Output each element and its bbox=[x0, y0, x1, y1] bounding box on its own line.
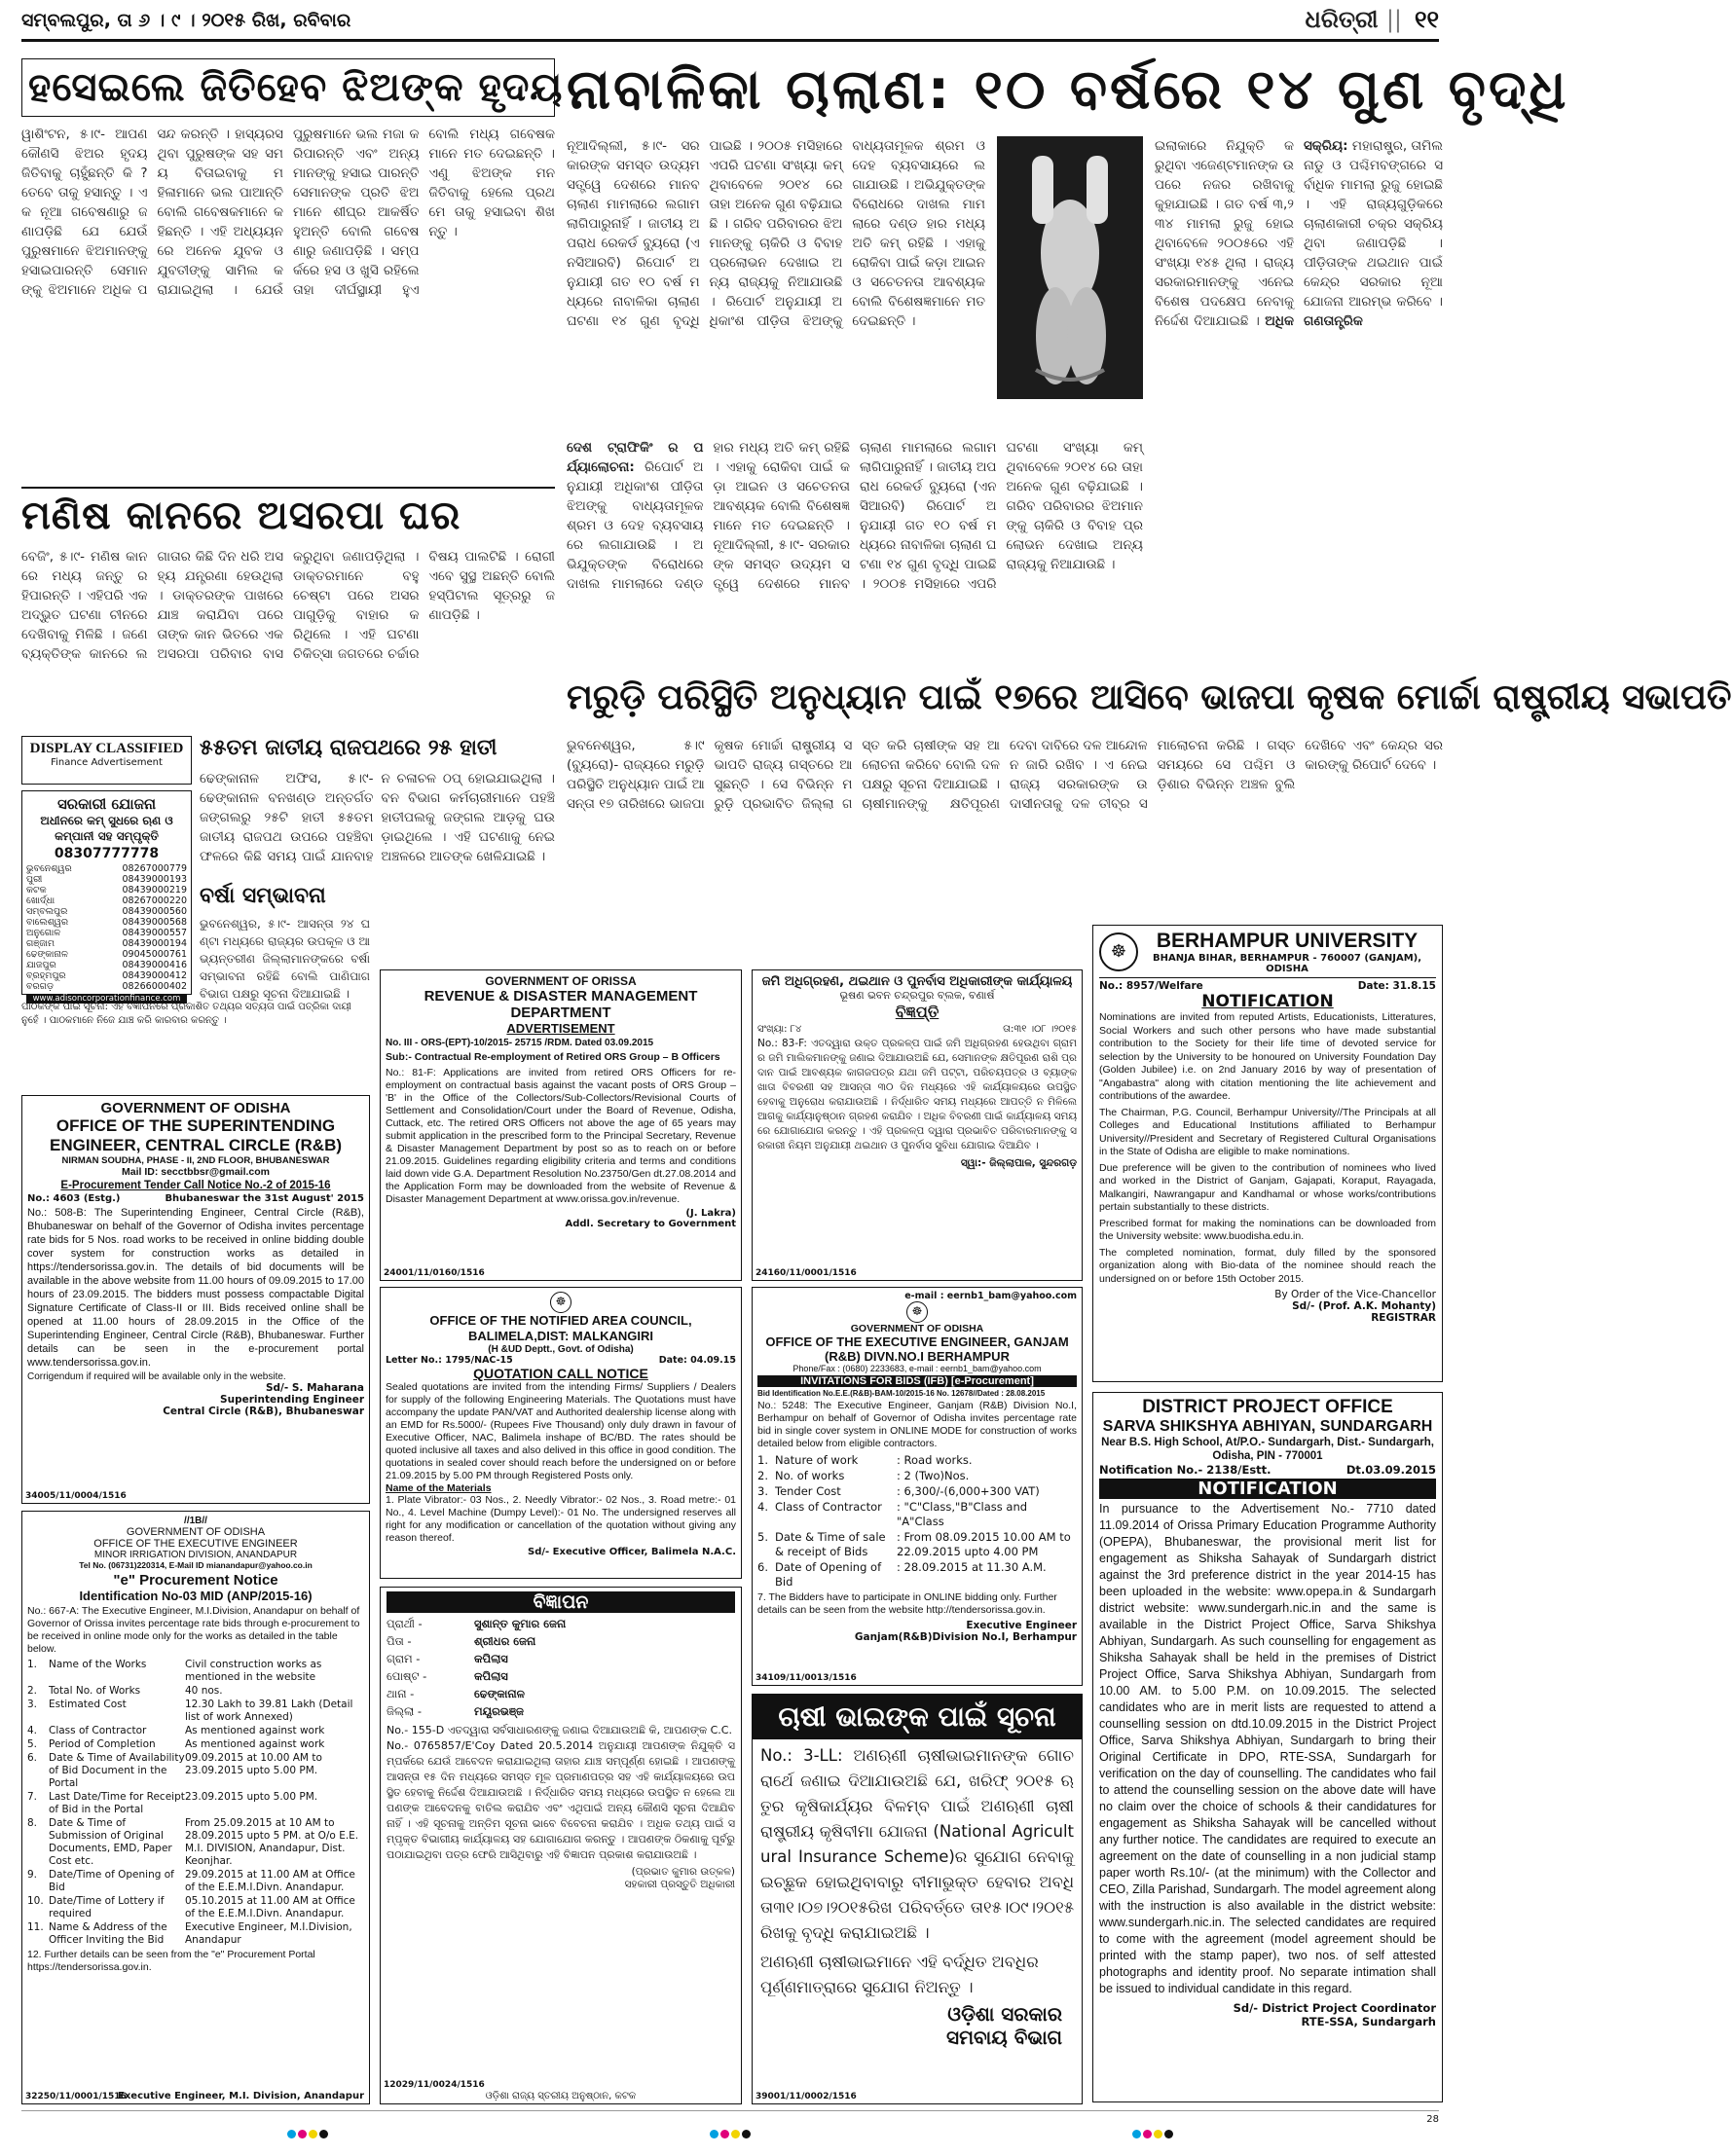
mi-body: No.: 667-A: The Executive Engineer, M.I.Division, Anandapur on behalf of Governor of Orissa invites percentage rate bids through e-procurement to be received in online mode only for the works as detailed in the table below. bbox=[27, 1605, 360, 1655]
ssa-no: Notification No.- 2138/Estt. bbox=[1099, 1463, 1271, 1477]
se-mail: Mail ID: secctbbsr@gmail.com bbox=[121, 1166, 271, 1178]
revenue-kind: ADVERTISEMENT bbox=[506, 1021, 615, 1036]
bu-p5: The completed nomination, format, duly filled by the sponsored organization along with Bio-data of the nominee should reach the undersigned on or before 15th October 2015. bbox=[1099, 1246, 1436, 1285]
mi-row bbox=[27, 1895, 364, 1920]
bjp-body: ଭୁବନେଶ୍ୱର, ୫।୯ (ବ୍ୟୁରୋ)- ରାଜ୍ୟରେ ମରୁଡ଼ି ପରିସ୍ଥିତି ଅନୁଧ୍ୟାନ ପାଇଁ ଆସନ୍ତା ୧୭ ତାରିଖରେ ଭାଜପା କୃଷକ ମୋର୍ଚ୍ଚା ରାଷ୍ଟ୍ରୀୟ ସଭାପତି ରାଜ୍ୟ ଗସ୍ତରେ ଆସୁଛନ୍ତି । ସେ ବିଭିନ୍ନ ମରୁଡ଼ି ପ୍ରଭାବିତ ଜିଲ୍ଲା ଗସ୍ତ କରି ଚାଷୀଙ୍କ ସହ ଆଲୋଚନା କରିବେ ବୋଲି ଦଳ ପକ୍ଷରୁ ସୂଚନା ଦିଆଯାଇଛି । ଚାଷୀମାନଙ୍କୁ କ୍ଷତିପୂରଣ ଦେବା ଦାବିରେ ଦଳ ଆନ୍ଦୋଳନ ଜାରି ରଖିବ । ଏ ନେଇ ରାଜ୍ୟ ସରକାରଙ୍କ ଉଦାସୀନତାକୁ ଦଳ ତୀବ୍ର ସମାଲୋଚନା କରିଛି । ଗସ୍ତ ସମୟରେ ସେ ପଶ୍ଚିମ ଓଡ଼ିଶାର ବିଭିନ୍ନ ଅଞ୍ଚଳ ବୁଲି ଦେଖିବେ ଏବଂ କେନ୍ଦ୍ର ସରକାରଙ୍କୁ ରିପୋର୍ଟ ଦେବେ । bbox=[567, 738, 1443, 812]
bu-sign: Sd/- (Prof. A.K. Mohanty) bbox=[1292, 1300, 1436, 1312]
classified-ad-title: ସରକାରୀ ଯୋଜନା bbox=[57, 795, 156, 813]
ee-title: OFFICE OF THE EXECUTIVE ENGINEER, GANJAM (R&B) DIVN.NO.I BERHAMPUR bbox=[765, 1334, 1069, 1364]
ee-sign: Executive Engineer bbox=[966, 1620, 1077, 1631]
heart-headline-box bbox=[21, 58, 564, 117]
farmer-ad bbox=[752, 1694, 1083, 2104]
ssa-kind: NOTIFICATION bbox=[1099, 1479, 1436, 1499]
vigyapan-row-k: ପିତା - bbox=[387, 1634, 412, 1648]
reg-dot-m bbox=[298, 2130, 307, 2138]
mi-row-v: 12.30 Lakh to 39.81 Lakh (Detail list of work Annexed) bbox=[185, 1699, 353, 1723]
classified-contacts bbox=[26, 863, 187, 992]
mi-row-v: 23.09.2015 upto 5.00 PM. bbox=[185, 1791, 318, 1803]
ee-row-k: Class of Contractor bbox=[775, 1500, 882, 1514]
nac-mat-title: Name of the Materials bbox=[386, 1482, 492, 1494]
land-no: ସଂଖ୍ୟା: ୮୪ bbox=[757, 1024, 802, 1035]
nac-no: Letter No.: 1795/NAC-15 bbox=[386, 1355, 513, 1366]
reg-dot-y bbox=[309, 2130, 317, 2138]
mi-row bbox=[27, 1869, 364, 1894]
ssa-date: Dt.03.09.2015 bbox=[1345, 1463, 1436, 1477]
nac-title: OFFICE OF THE NOTIFIED AREA COUNCIL, BALIMELA,DIST: MALKANGIRI bbox=[429, 1313, 692, 1343]
ee-row-n: 2. bbox=[757, 1469, 768, 1482]
ee-table bbox=[757, 1453, 1077, 1590]
mi-row-v: From 25.09.2015 at 10 AM to 28.09.2015 upto 5 PM. at O/o E.E. M.I. DIVISION, Anandapur, Dist. Keonjhar. bbox=[185, 1817, 359, 1867]
classified-subtitle: Finance Advertisement bbox=[51, 757, 163, 768]
mi-row-k: Total No. of Works bbox=[49, 1685, 141, 1697]
mi-row-n: 1. bbox=[27, 1659, 38, 1670]
divider-left bbox=[21, 487, 555, 489]
contact-city: ବରଗଡ଼ bbox=[26, 981, 55, 992]
mi-tel: Tel No. (06731)220314, E-Mail ID mianandapur@yahoo.co.in bbox=[79, 1560, 313, 1570]
rally-headline: ୫୫ତମ ଜାତୀୟ ରାଜପଥରେ ୨୫ ହାତୀ bbox=[200, 736, 497, 760]
classified-ad bbox=[21, 790, 192, 1004]
bjp-headline: ମରୁଡ଼ି ପରିସ୍ଥିତି ଅନୁଧ୍ୟାନ ପାଇଁ ୧୭ରେ ଆସିବେ ଭାଜପା କୃଷକ ମୋର୍ଚ୍ଚା ରାଷ୍ଟ୍ରୀୟ ସଭାପତି bbox=[567, 677, 1732, 717]
vigyapan-row-v: ଢେଙ୍କାନାଳ bbox=[474, 1687, 525, 1700]
ee-note: 7. The Bidders have to participate in ONLINE bidding only. Further details can be seen from the website http://tendersorissa.gov.in. bbox=[757, 1591, 1057, 1616]
bu-by: By Order of the Vice-Chancellor bbox=[1274, 1289, 1436, 1300]
ee-row-v: : 2 (Two)Nos. bbox=[897, 1469, 970, 1482]
mi-row-k: Date & Time of Submission of Original Documents, EMD, Paper Cost etc. bbox=[49, 1817, 172, 1867]
contact-number: 08439000557 bbox=[122, 928, 187, 938]
vigyapan-row-k: ଜିଲ୍ଲା - bbox=[387, 1704, 422, 1718]
mi-row-k: Date & Time of Availability of Bid Document in the Portal bbox=[49, 1752, 185, 1789]
contact-row bbox=[26, 906, 187, 917]
mi-row-n: 8. bbox=[27, 1817, 38, 1829]
contact-number: 08439000416 bbox=[122, 960, 187, 970]
mi-row-v: 05.10.2015 at 11.00 AM at Office of the E.E.M.I.Divn. Anandapur. bbox=[185, 1895, 355, 1919]
contact-row bbox=[26, 970, 187, 981]
contact-number: 08267000779 bbox=[122, 863, 187, 874]
nac-body: Sealed quotations are invited from the intending Firms/ Suppliers / Dealers for supply of the following Engineering Materials. The Quotations must have accompany the update PAN/VAT and Authorited dealership license along with an EMD for Rs.5000/- (Rupees Five Thousand) only duly drawn in favour of Executive Officer, NAC, Balimela inshape of BC/BD. The rates should be quoted inclusive all taxes and also delived in this office in good condition. The quotations in sealed cover should reach before the undersigned on or before 21.09.2015 by 5.00 PM through Registered Posts only. bbox=[386, 1381, 736, 1481]
vigyapan-row-k: ଥାନା - bbox=[387, 1687, 415, 1700]
mi-row-v: 09.09.2015 at 10.00 AM to 23.09.2015 upto 5.00 PM. bbox=[185, 1752, 322, 1776]
bu-addr: BHANJA BIHAR, BERHAMPUR - 760007 (GANJAM), ODISHA bbox=[1152, 953, 1422, 974]
se-gov: GOVERNMENT OF ODISHA bbox=[100, 1100, 291, 1116]
mi-sign: Executive Engineer, M.I. Division, Anandapur bbox=[118, 2091, 364, 2101]
footer-page: 28 bbox=[1426, 2114, 1439, 2125]
vigyapan-row-k: ପ୍ରାର୍ଥୀ - bbox=[387, 1617, 423, 1630]
mi-table bbox=[27, 1659, 364, 1947]
contact-row bbox=[26, 981, 187, 992]
ssa-title2: SARVA SHIKSHYA ABHIYAN, SUNDARGARH bbox=[1102, 1418, 1433, 1435]
contact-number: 08439000219 bbox=[122, 885, 187, 895]
ee-row bbox=[757, 1530, 1077, 1559]
contact-city: ସମ୍ବଲପୁର bbox=[26, 906, 68, 917]
farmer-title: ଚାଷୀ ଭାଇଙ୍କ ପାଇଁ ସୂଚନା bbox=[753, 1695, 1082, 1739]
contact-row bbox=[26, 917, 187, 928]
contact-city: ଅନୁଗୋଳ bbox=[26, 928, 61, 938]
bu-date: Date: 31.8.15 bbox=[1357, 980, 1436, 992]
ee-row-v: : "C"Class,"B"Class and "A"Class bbox=[897, 1500, 1028, 1528]
rain-body: ଭୁବନେଶ୍ୱର, ୫।୯- ଆସନ୍ତା ୨୪ ଘଣ୍ଟା ମଧ୍ୟରେ ରାଜ୍ୟର ଉପକୂଳ ଓ ଆଭ୍ୟନ୍ତରୀଣ ଜିଲ୍ଲାମାନଙ୍କରେ ବର୍ଷା ସମ୍ଭାବନା ରହିଛି ବୋଲି ପାଣିପାଗ ବିଭାଗ ପକ୍ଷରୁ ସୂଚନା ଦିଆଯାଇଛି । bbox=[200, 917, 370, 1001]
contact-row bbox=[26, 885, 187, 895]
contact-city: ଖୋର୍ଦ୍ଧା bbox=[26, 895, 55, 906]
ee-desig: Ganjam(R&B)Division No.I, Berhampur bbox=[854, 1631, 1077, 1643]
ee-row-k: Nature of work bbox=[775, 1453, 859, 1467]
bu-ad bbox=[1092, 925, 1443, 1382]
rally-body: ଢେଙ୍କାନାଳ ଅଫିସ, ୫।୯- ଢେଙ୍କାନାଳ ବନଖଣ୍ଡ ଅନ୍ତର୍ଗତ ଜଙ୍ଗଲରୁ ୨୫ଟି ହାତୀ ୫୫ତମ ଜାତୀୟ ରାଜପଥ ଉପରେ ପହଞ୍ଚିବା ଫଳରେ କିଛି ସମୟ ପାଇଁ ଯାନବାହନ ଚଳାଚଳ ଠପ୍ ହୋଇଯାଇଥିଲା । ବନ ବିଭାଗ କର୍ମଚାରୀମାନେ ପହଞ୍ଚି ହାତୀପଲକୁ ଜଙ୍ଗଲ ଆଡ଼କୁ ଘଉଡ଼ାଇଥିଲେ । ଏହି ଘଟଣାକୁ ନେଇ ଅଞ୍ଚଳରେ ଆତଙ୍କ ଖେଳିଯାଇଛି । bbox=[200, 771, 555, 864]
revenue-no: No. III - ORS-(EPT)-10/2015- 25715 /RDM. Dated 03.09.2015 bbox=[386, 1038, 654, 1048]
classified-phone: 08307777778 bbox=[54, 846, 160, 861]
ee-row bbox=[757, 1453, 1077, 1468]
mi-row-n: 3. bbox=[27, 1699, 38, 1710]
mi-row bbox=[27, 1921, 364, 1947]
ee-row-k: Date of Opening of Bid bbox=[775, 1560, 882, 1589]
classified-disclaimer: ପାଠକଙ୍କ ପାଇଁ ସୂଚନା: ଏହି ବିଜ୍ଞାପନରେ ପ୍ରକାଶିତ ତଥ୍ୟର ସତ୍ୟତା ପାଇଁ ପତ୍ରିକା ଦାୟୀ ନୁହେଁ । ପାଠକମାନେ ନିଜେ ଯାଞ୍ଚ କରି କାରବାର କରନ୍ତୁ । bbox=[21, 1002, 351, 1026]
ee-row-v: : 28.09.2015 at 11.30 A.M. bbox=[897, 1560, 1047, 1574]
land-date: ତା:୩୧ ।୦୮ ।୨୦୧୫ bbox=[1003, 1024, 1077, 1035]
ee-row bbox=[757, 1484, 1077, 1499]
nac-date: Date: 04.09.15 bbox=[658, 1355, 736, 1366]
classified-title: DISPLAY CLASSIFIED bbox=[29, 741, 184, 756]
vigyapan-row-v: ମୟୂରଭଞ୍ଜ bbox=[474, 1704, 524, 1718]
classified-ad-line: ଅଧୀନରେ କମ୍ ସୁଧରେ ଋଣ ଓ କମ୍ପାନୀ ସହ ସମ୍ପୃକ୍ତି bbox=[40, 814, 173, 843]
bu-body bbox=[1099, 1011, 1436, 1286]
farmer-body: No.: 3-LL: ଅଣଋଣୀ ଚାଷୀଭାଇମାନଙ୍କ ଗୋଚରାର୍ଥେ ଜଣାଇ ଦିଆଯାଉଅଛି ଯେ, ଖରିଫ୍ ୨୦୧୫ ଋତୁର କୃଷିକାର୍ଯ୍ୟର ବିଳମ୍ବ ପାଇଁ ଅଣଋଣୀ ଚାଷୀ ରାଷ୍ଟ୍ରୀୟ କୃଷିବୀମା ଯୋଜନା (National Agricultural Insurance Scheme)ର ସୁଯୋଗ ନେବାକୁ ଇଚ୍ଛୁକ ହୋଇଥିବାବାରୁ ବୀମାଭୁକ୍ତ ହେବାର ଅବଧି ତା୩୧।୦୭।୨୦୧୫ରିଖ ପରିବର୍ତ୍ତେ ତା୧୫।୦୯।୨୦୧୫ରିଖକୁ ବୃଦ୍ଧି କରାଯାଇଅଛି । bbox=[760, 1746, 1074, 1942]
vigyapan-row bbox=[387, 1686, 735, 1702]
mi-row-k: Name of the Works bbox=[49, 1659, 147, 1670]
revenue-title: REVENUE & DISASTER MANAGEMENT DEPARTMENT bbox=[424, 988, 698, 1021]
house-headline: ମଣିଷ କାନରେ ଅସରପା ଘର bbox=[21, 493, 461, 538]
footer bbox=[21, 2110, 1439, 2149]
vigyapan-row-v: ସୁଶାନ୍ତ କୁମାର ଜେନା bbox=[474, 1617, 567, 1630]
revenue-sub: Sub:- Contractual Re-employment of Retired ORS Group – B Officers bbox=[386, 1051, 720, 1063]
ssa-addr: Near B.S. High School, At/P.O.- Sundargarh, Dist.- Sundargarh, Odisha, PIN - 770001 bbox=[1101, 1437, 1434, 1462]
ee-row-k: No. of works bbox=[775, 1469, 845, 1482]
mi-row-n: 7. bbox=[27, 1791, 38, 1803]
land-sign: ସ୍ୱା:- ଜିଲ୍ଲାପାଳ, ସୁନ୍ଦରଗଡ଼ bbox=[960, 1157, 1077, 1169]
minor-photo bbox=[997, 136, 1143, 399]
contact-number: 08439000560 bbox=[122, 906, 187, 917]
mi-row-k: Name & Address of the Officer Inviting the Bid bbox=[49, 1921, 167, 1946]
revenue-desig: Addl. Secretary to Government bbox=[565, 1219, 736, 1229]
ee-row bbox=[757, 1500, 1077, 1529]
ee-row bbox=[757, 1560, 1077, 1590]
contact-city: ବାଲେଶ୍ୱର bbox=[26, 917, 69, 928]
bu-title: BERHAMPUR UNIVERSITY bbox=[1156, 930, 1419, 952]
se-rb-ad bbox=[21, 1095, 370, 1504]
minor-col2: ଇଲାକାରେ ନିଯୁକ୍ତି କରୁଥିବା ଏଜେଣ୍ଟମାନଙ୍କ ଉପରେ ନଜର ରଖିବାକୁ କୁହାଯାଇଛି । ଗତ ବର୍ଷ ୩,୨୩୪ ମାମଲା ରୁଜୁ ହୋଇଥିବାବେଳେ ୨୦୦୫ରେ ଏହି ସଂଖ୍ୟା ୧୪୫ ଥିଲା । ରାଜ୍ୟ ସରକାରମାନଙ୍କୁ ଏନେଇ ବିଶେଷ ପଦକ୍ଷେପ ନେବାକୁ ନିର୍ଦ୍ଦେଶ ଦିଆଯାଇଛି । ଅଧିକ ସକ୍ରିୟ: ମହାରାଷ୍ଟ୍ର, ତାମିଲନାଡୁ ଓ ପଶ୍ଚିମବଙ୍ଗରେ ସର୍ବାଧିକ ମାମଲା ରୁଜୁ ହୋଇଛି । ଏହି ରାଜ୍ୟଗୁଡ଼ିକରେ ଚାଲାଣକାରୀ ଚକ୍ର ସକ୍ରିୟ ଥିବା ଜଣାପଡ଼ିଛି । ପୀଡ଼ିତାଙ୍କ ଥଇଥାନ ପାଇଁ କେନ୍ଦ୍ର ସରକାର ନୂଆ ଯୋଜନା ଆରମ୍ଭ କରିବେ । ଗଣତାନ୍ତ୍ରିକ bbox=[1155, 138, 1443, 329]
mi-row-v: Civil construction works as mentioned in the website bbox=[185, 1659, 322, 1683]
vigyapan-row-v: କପିଲାସ bbox=[474, 1669, 508, 1683]
mi-row-k: Last Date/Time for Receipt of Bid in the Portal bbox=[49, 1791, 185, 1815]
vigyapan-p2: No.- 0765857/E'Coy Dated 20.5.2014 ଅନୁଯାୟୀ ଆପଣଙ୍କ ନିଯୁକ୍ତି ସମ୍ପର୍କରେ ଯେଉଁ ଆବେଦନ କରାଯାଇଥିଲା ତାହାର ଯାଞ୍ଚ ସମ୍ପୂର୍ଣ୍ଣ ହୋଇଛି । ଆପଣଙ୍କୁ ଆସନ୍ତା ୧୫ ଦିନ ମଧ୍ୟରେ ସମସ୍ତ ମୂଳ ପ୍ରମାଣପତ୍ର ସହ ଏହି କାର୍ଯ୍ୟାଳୟରେ ଉପସ୍ଥିତ ହେବାକୁ ନିର୍ଦ୍ଦେଶ ଦିଆଯାଉଅଛି । ନିର୍ଦ୍ଧାରିତ ସମୟ ମଧ୍ୟରେ ଉପସ୍ଥିତ ନ ହେଲେ ଆପଣଙ୍କ ଆବେଦନକୁ ବାତିଲ କରାଯିବ ଏବଂ ଏଥିପାଇଁ ଅନ୍ୟ କୌଣସି ସୂଚନା ଦିଆଯିବ ନାହିଁ । ଏହି ସୂଚନାକୁ ଅନ୍ତିମ ସୂଚନା ଭାବେ ବିବେଚନା କରାଯିବ । ଅଧିକ ତଥ୍ୟ ପାଇଁ ସମ୍ପୃକ୍ତ ବିଭାଗୀୟ କାର୍ଯ୍ୟାଳୟ ସହ ଯୋଗାଯୋଗ କରନ୍ତୁ । ଆପଣଙ୍କ ଠିକଣାକୁ ପୂର୍ବରୁ ପଠାଯାଇଥିବା ପତ୍ର ଫେରି ଆସିଥିବାରୁ ଏହି ବିଜ୍ଞାପନ ପ୍ରକାଶ କରାଯାଉଅଛି । bbox=[387, 1739, 735, 1861]
land-code: 24160/11/0001/1516 bbox=[755, 1268, 857, 1278]
bu-p3: Due preference will be given to the contribution of nominees who lived and worked in the District of Ganjam, Gajapati, Koraput, Rayagada, Malkangiri, Nawrangapur and Kandhamal or whose works/contributions pertain substantially to these districts. bbox=[1099, 1161, 1436, 1213]
se-addr: NIRMAN SOUDHA, PHASE - II, 2ND FLOOR, BHUBANESWAR bbox=[61, 1155, 330, 1166]
mi-row bbox=[27, 1725, 364, 1737]
mi-sub: MINOR IRRIGATION DIVISION, ANANDAPUR bbox=[93, 1550, 298, 1560]
mi-ident: Identification No-03 MID (ANP/2015-16) bbox=[79, 1589, 313, 1603]
mi-row bbox=[27, 1752, 364, 1790]
contact-number: 08439000568 bbox=[122, 917, 187, 928]
vigyapan-ad bbox=[380, 1587, 742, 2104]
classified-title-box bbox=[21, 736, 192, 785]
ee-row-v: : From 08.09.2015 10.00 AM to 22.09.2015 upto 4.00 PM bbox=[897, 1530, 1071, 1558]
farmer-body2: ଅଣଋଣୀ ଚାଷୀଭାଇମାନେ ଏହି ବର୍ଦ୍ଧିତ ଅବଧିର ପୂର୍ଣ୍ଣମାତ୍ରାରେ ସୁଯୋଗ ନିଅନ୍ତୁ । bbox=[760, 1953, 1039, 1996]
ee-row-n: 6. bbox=[757, 1560, 768, 1574]
mi-row-n: 2. bbox=[27, 1685, 38, 1697]
vigyapan-row-k: ଗ୍ରାମ - bbox=[387, 1652, 421, 1665]
ee-email: e-mail : eernb1_bam@yahoo.com bbox=[904, 1291, 1077, 1301]
nac-sub: (H &UD Deptt., Govt. of Odisha) bbox=[488, 1344, 634, 1355]
page-number: ୧୧ bbox=[1414, 6, 1439, 33]
contact-city: କଟକ bbox=[26, 885, 47, 895]
mi-row-k: Date/Time of Opening of Bid bbox=[49, 1869, 174, 1893]
se-code: 34005/11/0004/1516 bbox=[25, 1491, 127, 1501]
se-title: OFFICE OF THE SUPERINTENDING ENGINEER, CENTRAL CIRCLE (R&B) bbox=[49, 1116, 343, 1154]
se-corr: Corrigendum if required will be available only in the website. bbox=[27, 1371, 286, 1382]
ee-row-n: 3. bbox=[757, 1484, 768, 1498]
vigyapan-title: ବିଜ୍ଞାପନ bbox=[387, 1591, 735, 1613]
se-notice: E-Procurement Tender Call Notice No.-2 of 2015-16 bbox=[60, 1180, 331, 1191]
contact-city: ବ୍ରହ୍ମପୁର bbox=[26, 970, 66, 981]
reg-dot-c bbox=[287, 2130, 296, 2138]
mi-title: OFFICE OF THE EXECUTIVE ENGINEER bbox=[93, 1538, 298, 1550]
nac-kind: QUOTATION CALL NOTICE bbox=[473, 1366, 648, 1381]
rain-headline: ବର୍ଷା ସମ୍ଭାବନା bbox=[200, 884, 326, 908]
mi-row-v: Executive Engineer, M.I.Division, Anandapur bbox=[185, 1921, 352, 1946]
contact-number: 09045000761 bbox=[122, 949, 187, 960]
revenue-gov: GOVERNMENT OF ORISSA bbox=[485, 974, 637, 988]
contact-row bbox=[26, 960, 187, 970]
mi-row-v: As mentioned against work bbox=[185, 1738, 325, 1750]
farmer-sign1: ଓଡ଼ିଶା ସରକାର bbox=[947, 2002, 1062, 2026]
vigyapan-row-v: ଶ୍ରୀଧର ଜେନା bbox=[474, 1634, 536, 1648]
ssa-title: DISTRICT PROJECT OFFICE bbox=[1142, 1397, 1393, 1417]
bu-emblem-icon: ☸ bbox=[1099, 932, 1138, 971]
mi-ad bbox=[21, 1511, 370, 2104]
ee-row-n: 5. bbox=[757, 1530, 768, 1544]
nac-ad bbox=[380, 1287, 742, 1579]
mi-top: //1B// bbox=[184, 1516, 207, 1526]
mi-kind: "e" Procurement Notice bbox=[113, 1572, 278, 1589]
revenue-ad bbox=[380, 969, 742, 1281]
vigyapan-row bbox=[387, 1703, 735, 1720]
mi-row-n: 4. bbox=[27, 1725, 38, 1736]
mi-row-n: 6. bbox=[27, 1752, 38, 1764]
revenue-code: 24001/11/0160/1516 bbox=[384, 1268, 485, 1278]
ee-row-n: 1. bbox=[757, 1453, 768, 1467]
land-kind: ବିଜ୍ଞପ୍ତି bbox=[895, 1003, 940, 1021]
mi-row-n: 9. bbox=[27, 1869, 38, 1881]
vigyapan-row-k: ପୋଷ୍ଟ - bbox=[387, 1669, 427, 1683]
mi-row bbox=[27, 1659, 364, 1684]
ee-emblem-icon: ☸ bbox=[906, 1301, 928, 1323]
contact-number: 08439000412 bbox=[122, 970, 187, 981]
ee-gov: GOVERNMENT OF ODISHA bbox=[850, 1323, 984, 1334]
mi-row-v: 29.09.2015 at 11.00 AM at Office of the E.E.M.I.Divn. Anandapur. bbox=[185, 1869, 355, 1893]
ssa-ad bbox=[1092, 1392, 1443, 2102]
bu-p4: Prescribed format for making the nominations can be downloaded from the University website: www.buodisha.edu.in. bbox=[1099, 1217, 1436, 1242]
mi-row-k: Class of Contractor bbox=[49, 1725, 147, 1736]
contact-city: ଢେଙ୍କାନାଳ bbox=[26, 949, 68, 960]
farmer-sign2: ସମବାୟ ବିଭାଗ bbox=[946, 2026, 1062, 2049]
contact-number: 08439000194 bbox=[122, 938, 187, 949]
ee-row bbox=[757, 1469, 1077, 1483]
mi-row bbox=[27, 1738, 364, 1751]
revenue-sign: (J. Lakra) bbox=[685, 1208, 736, 1219]
ee-kind: INVITATIONS FOR BIDS (IFB) [e-Procurement] bbox=[757, 1375, 1077, 1387]
contact-row bbox=[26, 928, 187, 938]
contact-city: ଗଞ୍ଜାମ bbox=[26, 938, 55, 949]
ssa-sign: Sd/- District Project Coordinator bbox=[1233, 2001, 1436, 2015]
mi-row bbox=[27, 1699, 364, 1724]
vigyapan-row bbox=[387, 1668, 735, 1685]
ssa-desig: RTE-SSA, Sundargarh bbox=[1301, 2015, 1436, 2028]
minor-headline: ନାବାଳିକା ଚାଲାଣ: ୧୦ ବର୍ଷରେ ୧୪ ଗୁଣ ବୃଦ୍ଧି bbox=[567, 58, 1569, 122]
contact-row bbox=[26, 949, 187, 960]
mi-gov: GOVERNMENT OF ODISHA bbox=[126, 1526, 266, 1538]
mi-row bbox=[27, 1817, 364, 1868]
bu-no: No.: 8957/Welfare bbox=[1099, 980, 1203, 992]
heart-headline: ହସେଇଲେ ଜିତିହେବ ଝିଅଙ୍କ ହୃଦୟ bbox=[28, 65, 564, 110]
vigyapan-sign: (ପ୍ରଭାତ କୁମାର ଉତ୍କଳ) bbox=[631, 1866, 735, 1878]
ee-bid-id: Bid Identification No.E.E.(R&B)-BAM-10/2015-16 No. 12678//Dated : 28.08.2015 bbox=[757, 1389, 1046, 1398]
ee-row-n: 4. bbox=[757, 1500, 768, 1514]
contact-number: 08439000193 bbox=[122, 874, 187, 885]
mi-code: 32250/11/0001/1516 bbox=[25, 2092, 127, 2101]
land-body: No.: 83-F: ଏତଦ୍ୱାରା ଉକ୍ତ ପ୍ରକଳ୍ପ ପାଇଁ ଜମି ଅଧିଗ୍ରହଣ ହେଉଥିବା ଗ୍ରାମର ଜମି ମାଲିକମାନଙ୍କୁ ଜଣାଇ ଦିଆଯାଉଅଛି ଯେ, ସେମାନଙ୍କ କ୍ଷତିପୂରଣ ରାଶି ପ୍ରଦାନ ପାଇଁ ଆବଶ୍ୟକ କାଗଜପତ୍ର ଯଥା ଜମି ପଟ୍ଟା, ପରିଚୟପତ୍ର ଓ ବ୍ୟାଙ୍କ ଖାତା ବିବରଣୀ ସହ ଆସନ୍ତା ୩୦ ଦିନ ମଧ୍ୟରେ ଏହି କାର୍ଯ୍ୟାଳୟରେ ଉପସ୍ଥିତ ହେବାକୁ ଅନୁରୋଧ କରାଯାଉଅଛି । ନିର୍ଦ୍ଧାରିତ ସମୟ ମଧ୍ୟରେ ଆପତ୍ତି ନ ମିଳିଲେ ଆଗକୁ କାର୍ଯ୍ୟାନୁଷ୍ଠାନ ଗ୍ରହଣ କରାଯିବ । ଅଧିକ ବିବରଣୀ ପାଇଁ କାର୍ଯ୍ୟାଳୟ ସମୟରେ ଯୋଗାଯୋଗ କରନ୍ତୁ । ଏହି ପ୍ରକଳ୍ପ ଦ୍ୱାରା ପ୍ରଭାବିତ ପରିବାରମାନଙ୍କୁ ସରକାରୀ ନିୟମ ଅନୁଯାୟୀ ଥଇଥାନ ଓ ପୁନର୍ବାସ ସୁବିଧା ଯୋଗାଇ ଦିଆଯିବ । bbox=[757, 1038, 1077, 1151]
ee-rb-ad bbox=[752, 1287, 1083, 1686]
vigyapan-row-v: କପିଲାସ bbox=[474, 1652, 508, 1665]
vigyapan-row bbox=[387, 1651, 735, 1667]
vigyapan-code: 12029/11/0024/1516 bbox=[384, 2080, 485, 2090]
vigyapan-row bbox=[387, 1633, 735, 1650]
reg-dot-k bbox=[319, 2130, 328, 2138]
mi-row bbox=[27, 1685, 364, 1698]
land-ad bbox=[752, 969, 1083, 1281]
se-sign: Sd/- S. Maharana bbox=[265, 1382, 364, 1394]
contact-city: ପୁରୀ bbox=[26, 874, 43, 885]
registration-marks bbox=[21, 2124, 1439, 2142]
se-date: Bhubaneswar the 31st August' 2015 bbox=[165, 1193, 364, 1204]
bu-p2: The Chairman, P.G. Council, Berhampur University//The Principals at all Colleges and Educational Institutions affiliated to Berhampur University//President and Secretary of Registered Cultural Organisations in the State of Odisha are eligible to make nominations. bbox=[1099, 1106, 1436, 1157]
mi-row-n: 11. bbox=[27, 1921, 44, 1933]
se-desig1: Superintending Engineer bbox=[220, 1394, 364, 1406]
mi-note: 12. Further details can be seen from the "e" Procurement Portal https://tendersorissa.gov.in. bbox=[27, 1949, 315, 1973]
revenue-body: No.: 81-F: Applications are invited from retired ORS Officers for re-employment on contractual basis against the vacant posts of ORS Group – 'B' in the Office of the Collectors/Sub-Collectors/Revisional Courts of Settlement and Consolidation/Court under the Board of Revenue, Odisha, Cuttack, etc. The retired ORS Officers not above the age of 65 years may submit application in the prescribed form to the Principal Secretary, Revenue & Disaster Management Department by post so as to reach on or before 21.09.2015. Guidelines regarding eligibility criteria and terms and conditions laid down vide G.A. Department Resolution No.23750/Gen dt.27.08.2014 and the Application Form may be downloaded from the website of Revenue & Disaster Management Department at www.orissa.gov.in/revenue. bbox=[386, 1067, 736, 1205]
contact-city: ଯାଜପୁର bbox=[26, 960, 56, 970]
bu-kind: NOTIFICATION bbox=[1201, 992, 1334, 1011]
ee-code: 34109/11/0013/1516 bbox=[755, 1673, 857, 1683]
bu-desig: REGISTRAR bbox=[1371, 1312, 1436, 1324]
classified-url[interactable]: www.adisoncorporationfinance.com bbox=[26, 994, 187, 1004]
farmer-code: 39001/11/0002/1516 bbox=[755, 2092, 857, 2101]
se-body: No.: 508-B: The Superintending Engineer, Central Circle (R&B), Bhubaneswar on behalf of the Governor of Odisha invites percentage rate bids for 5 Nos. road works to be received in online bidding double cover system for construction works as detailed in https://tendersorissa.gov.in. The details of bid documents will be available in the above website from 11.00 hours of 09.09.2015 to 17.00 hours of 23.09.2015. The bidders must possess compactable Digital Signature Certificate of Class-II or III. Bids received online shall be opened at 11.00 hours of 28.09.2015 in the Office of the Superintending Engineer, Central Circle (R&B), Bhubaneswar. Further details can be seen in the e-procurement portal www.tendersorissa.gov.in. bbox=[27, 1207, 364, 1369]
contact-city: ଭୁବନେଶ୍ୱର bbox=[26, 863, 72, 874]
bu-p1: Nominations are invited from reputed Artists, Educationists, Litteratures, Social Workers and such other persons who have made substantial contribution to the Society for their life time of devoted service for selection by the University to be honoured on University Foundation Day (Golden Jubilee) i.e. on 2nd January 2016 by way of presentation of "Angabastra" along with citation mentioning the lite achievement and contributions of the awardee. bbox=[1099, 1011, 1436, 1102]
nac-sign: Sd/- Executive Officer, Balimela N.A.C. bbox=[528, 1547, 736, 1557]
ssa-body: In pursuance to the Advertisement No.- 7710 dated 11.09.2014 of Orissa Primary Education Programme Authority (OPEPA), Bhubaneswar, the provisional merit list for engagement as Shiksha Sahayak of Sundargarh district against the 3rd preference district in the year 2014-15 has been uploaded in the website: www.opepa.in & Sundargarh district website: www.sundergarh.nic.in and the same is available in the District Project Office, Sarva Shikshya Abhiyan, Sundargarh. As such counselling for engagement as Shiksha Sahayak shall be held in the premises of District Project Office, Sarva Shikshya Abhiyan, Sundargarh from 10.00 AM. to 5.00 P.M. on 10.09.2015. The selected candidates who are in merit lists are requested to attend a counselling session on dtd.10.09.2015 in the District Project Office, Sarva Shikshya Abhiyan, Sundargarh to bring their Original Certificate in DPO, RTE-SSA, Sundargarh for verification on the day of counselling. The candidates who fail to attend the counselling session on the above date will have no claim over the choice of schools & their candidatures for engagement as Shiksha Sahayak will be cancelled without any further notice. The candidates are required to execute an agreement on the date of counselling in a non judicial stamp paper worth Rs.10/- (at the minimum) with the Collector and CEO, Zilla Parishad, Sundargarh. The model agreement along with the instruction is also available in the district website: www.sundergarh.nic.in. The selected candidates are required to come with the agreement (model agreement should be printed with the stamp paper), two nos. of self attested photographs and identity proof. No separate intimation shall be issued to individual candidate in this regard. bbox=[1099, 1502, 1436, 1995]
land-sub: ଭୂଷଣ ଭବନ ଚନ୍ଦ୍ରପୁର ବ୍ଲକ, ବଣାର୍ଷ bbox=[839, 989, 995, 1002]
contact-number: 08267000220 bbox=[122, 895, 187, 906]
brand-logo: ଧରିତ୍ରୀ || bbox=[1305, 6, 1402, 33]
heart-body: ୱାଶିଂଟନ, ୫।୯- ଆପଣ କୌଣସି ଝିଅର ହୃଦୟ ଜିତିବାକୁ ଚାହୁଁଛନ୍ତି କି ? ତେବେ ତାକୁ ହସାନ୍ତୁ । ଏକ ନୂଆ ଗବେଷଣାରୁ ଜଣାପଡ଼ିଛି ଯେ ଯେଉଁ ପୁରୁଷମାନେ ଝିଅମାନଙ୍କୁ ହସାଇପାରନ୍ତି ସେମାନଙ୍କୁ ଝିଅମାନେ ଅଧିକ ପସନ୍ଦ କରନ୍ତି । ହାସ୍ୟରସ ଥିବା ପୁରୁଷଙ୍କ ସହ ସମୟ ବିତାଇବାକୁ ମହିଳାମାନେ ଭଲ ପାଆନ୍ତି ବୋଲି ଗବେଷକମାନେ କହିଛନ୍ତି । ଏହି ଅଧ୍ୟୟନରେ ଅନେକ ଯୁବକ ଓ ଯୁବତୀଙ୍କୁ ସାମିଲ କରାଯାଇଥିଲା । ଯେଉଁ ପୁରୁଷମାନେ ଭଲ ମଜା କରିପାରନ୍ତି ଏବଂ ଅନ୍ୟମାନଙ୍କୁ ହସାଇ ପାରନ୍ତି ସେମାନଙ୍କ ପ୍ରତି ଝିଅମାନେ ଶୀଘ୍ର ଆକର୍ଷିତ ହୁଅନ୍ତି ବୋଲି ଗବେଷଣାରୁ ଜଣାପଡ଼ିଛି । ସମ୍ପର୍କରେ ହସ ଓ ଖୁସି ରହିଲେ ତାହା ଦୀର୍ଘସ୍ଥାୟୀ ହୁଏ ବୋଲି ମଧ୍ୟ ଗବେଷକମାନେ ମତ ଦେଇଛନ୍ତି । ଏଣୁ ଝିଅଙ୍କ ମନ ଜିତିବାକୁ ହେଲେ ପ୍ରଥମେ ତାକୁ ହସାଇବା ଶିଖନ୍ତୁ । bbox=[21, 127, 555, 298]
ee-row-k: Tender Cost bbox=[775, 1484, 841, 1498]
contact-row bbox=[26, 863, 187, 874]
mi-row-k: Estimated Cost bbox=[49, 1699, 127, 1710]
minor-col1: ନୂଆଦିଲ୍ଲୀ, ୫।୯- ସରକାରଙ୍କ ସମସ୍ତ ଉଦ୍ୟମ ସତ୍ତ୍ୱେ ଦେଶରେ ମାନବ ଚାଲାଣ ମାମଲାରେ ଲଗାମ ଲାଗିପାରୁନାହିଁ । ଜାତୀୟ ଅପରାଧ ରେକର୍ଡ ବ୍ୟୁରୋ (ଏନସିଆରବି) ରିପୋର୍ଟ ଅନୁଯାୟୀ ଗତ ୧୦ ବର୍ଷ ମଧ୍ୟରେ ନାବାଳିକା ଚାଲାଣ ଘଟଣା ୧୪ ଗୁଣ ବୃଦ୍ଧି ପାଇଛି । ୨୦୦୫ ମସିହାରେ ଏପରି ଘଟଣା ସଂଖ୍ୟା କମ୍ ଥିବାବେଳେ ୨୦୧୪ ରେ ତାହା ଅନେକ ଗୁଣ ବଢ଼ିଯାଇଛି । ଗରିବ ପରିବାରର ଝିଅମାନଙ୍କୁ ଚାକିରି ଓ ବିବାହ ପ୍ରଲୋଭନ ଦେଖାଇ ଅନ୍ୟ ରାଜ୍ୟକୁ ନିଆଯାଉଛି । ରିପୋର୍ଟ ଅନୁଯାୟୀ ଅଧିକାଂଶ ପୀଡ଼ିତା ଝିଅଙ୍କୁ ବାଧ୍ୟତାମୂଳକ ଶ୍ରମ ଓ ଦେହ ବ୍ୟବସାୟରେ ଲଗାଯାଉଛି । ଅଭିଯୁକ୍ତଙ୍କ ବିରୋଧରେ ଦାଖଲ ମାମଲାରେ ଦଣ୍ଡ ହାର ମଧ୍ୟ ଅତି କମ୍ ରହିଛି । ଏହାକୁ ରୋକିବା ପାଇଁ କଡ଼ା ଆଇନ ଓ ସଚେତନତା ଆବଶ୍ୟକ ବୋଲି ବିଶେଷଜ୍ଞମାନେ ମତ ଦେଇଛନ୍ତି । bbox=[567, 138, 985, 329]
chained-hands-image bbox=[997, 136, 1143, 399]
vigyapan-foot: ଓଡ଼ିଶା ରାଜ୍ୟ ସ୍ତରୀୟ ଅନୁଷ୍ଠାନ, କଟକ bbox=[485, 2091, 637, 2101]
vigyapan-table bbox=[387, 1616, 735, 1720]
contact-row bbox=[26, 874, 187, 885]
ee-row-v: : Road works. bbox=[897, 1453, 973, 1467]
ee-phone: Phone/Fax : (0680) 2233683, e-mail : eernb1_bam@yahoo.com bbox=[792, 1364, 1042, 1373]
ee-body: No.: 5248: The Executive Engineer, Ganjam (R&B) Division No.I, Berhampur on behalf of Governor of Odisha invites percentage rate bid in single cover system in ONLINE MODE for construction of works detailed below from eligible contractors. bbox=[757, 1400, 1077, 1449]
ee-row-k: Date & Time of sale & receipt of Bids bbox=[775, 1530, 886, 1558]
nac-mat: 1. Plate Vibrator:- 03 Nos., 2. Needly Vibrator:- 02 Nos., 3. Road metre:- 01 No., 4. Level Machine (Dumpy Level):- 01 No. The undersigned reserves all right for any modification or cancellation of the quotation without giving any reason thereof. bbox=[386, 1494, 736, 1544]
mi-row-k: Date/Time of Lottery if required bbox=[49, 1895, 165, 1919]
minor-col3: ଦେଶ ଟ୍ରାଫିକିଂ ର ପର୍ଯ୍ୟାଲୋଚନା: ରିପୋର୍ଟ ଅନୁଯାୟୀ ଅଧିକାଂଶ ପୀଡ଼ିତା ଝିଅଙ୍କୁ ବାଧ୍ୟତାମୂଳକ ଶ୍ରମ ଓ ଦେହ ବ୍ୟବସାୟରେ ଲଗାଯାଉଛି । ଅଭିଯୁକ୍ତଙ୍କ ବିରୋଧରେ ଦାଖଲ ମାମଲାରେ ଦଣ୍ଡ ହାର ମଧ୍ୟ ଅତି କମ୍ ରହିଛି । ଏହାକୁ ରୋକିବା ପାଇଁ କଡ଼ା ଆଇନ ଓ ସଚେତନତା ଆବଶ୍ୟକ ବୋଲି ବିଶେଷଜ୍ଞମାନେ ମତ ଦେଇଛନ୍ତି । ନୂଆଦିଲ୍ଲୀ, ୫।୯- ସରକାରଙ୍କ ସମସ୍ତ ଉଦ୍ୟମ ସତ୍ତ୍ୱେ ଦେଶରେ ମାନବ ଚାଲାଣ ମାମଲାରେ ଲଗାମ ଲାଗିପାରୁନାହିଁ । ଜାତୀୟ ଅପରାଧ ରେକର୍ଡ ବ୍ୟୁରୋ (ଏନସିଆରବି) ରିପୋର୍ଟ ଅନୁଯାୟୀ ଗତ ୧୦ ବର୍ଷ ମଧ୍ୟରେ ନାବାଳିକା ଚାଲାଣ ଘଟଣା ୧୪ ଗୁଣ ବୃଦ୍ଧି ପାଇଛି । ୨୦୦୫ ମସିହାରେ ଏପରି ଘଟଣା ସଂଖ୍ୟା କମ୍ ଥିବାବେଳେ ୨୦୧୪ ରେ ତାହା ଅନେକ ଗୁଣ ବଢ଼ିଯାଇଛି । ଗରିବ ପରିବାରର ଝିଅମାନଙ୍କୁ ଚାକିରି ଓ ବିବାହ ପ୍ରଲୋଭନ ଦେଖାଇ ଅନ୍ୟ ରାଜ୍ୟକୁ ନିଆଯାଉଛି । bbox=[567, 440, 1143, 592]
mi-row-k: Period of Completion bbox=[49, 1738, 156, 1750]
masthead bbox=[21, 8, 1439, 37]
mi-row-v: 40 nos. bbox=[185, 1685, 223, 1697]
house-body: ବେଜିଂ, ୫।୯- ମଣିଷ କାନରେ ମଧ୍ୟ ଜନ୍ତୁ ରହିପାରନ୍ତି । ଏହିପରି ଏକ ଅଦ୍ଭୁତ ଘଟଣା ଚୀନରେ ଦେଖିବାକୁ ମିଳିଛି । ଜଣେ ବ୍ୟକ୍ତିଙ୍କ କାନରେ ଲଗାତାର କିଛି ଦିନ ଧରି ଅସହ୍ୟ ଯନ୍ତ୍ରଣା ହେଉଥିଲା । ଡାକ୍ତରଙ୍କ ପାଖରେ ଯାଞ୍ଚ କରାଯିବା ପରେ ତାଙ୍କ କାନ ଭିତରେ ଏକ ଅସରପା ପରିବାର ବାସ କରୁଥିବା ଜଣାପଡ଼ିଥିଲା । ଡାକ୍ତରମାନେ ବହୁ ଚେଷ୍ଟା ପରେ ଅସରପାଗୁଡ଼ିକୁ ବାହାର କରିଥିଲେ । ଏହି ଘଟଣା ଚିକିତ୍ସା ଜଗତରେ ଚର୍ଚ୍ଚାର ବିଷୟ ପାଲଟିଛି । ରୋଗୀ ଏବେ ସୁସ୍ଥ ଅଛନ୍ତି ବୋଲି ହସ୍ପିଟାଲ ସୂତ୍ରରୁ ଜଣାପଡ଼ିଛି । bbox=[21, 549, 555, 662]
contact-row bbox=[26, 938, 187, 949]
mi-row bbox=[27, 1791, 364, 1816]
mi-row-n: 5. bbox=[27, 1738, 38, 1750]
land-title: ଜମି ଅଧିଗ୍ରହଣ, ଥଇଥାନ ଓ ପୁନର୍ବାସ ଅଧିକାରୀଙ୍କ କାର୍ଯ୍ୟାଳୟ bbox=[761, 974, 1073, 989]
nac-emblem-icon: ☸ bbox=[550, 1292, 571, 1313]
ee-row-v: : 6,300/-(6,000+300 VAT) bbox=[897, 1484, 1040, 1498]
masthead-rule bbox=[21, 39, 1439, 42]
se-desig2: Central Circle (R&B), Bhubaneswar bbox=[163, 1406, 364, 1417]
mi-row-n: 10. bbox=[27, 1895, 44, 1907]
contact-number: 08266000402 bbox=[122, 981, 187, 992]
vigyapan-row bbox=[387, 1616, 735, 1632]
mi-row-v: As mentioned against work bbox=[185, 1725, 325, 1736]
vigyapan-desig: ସହକାରୀ ପ୍ରସ୍ତୁତି ଅଧିକାରୀ bbox=[624, 1879, 735, 1890]
vigyapan-p1: No.- 155-D ଏତଦ୍ୱାରା ସର୍ବସାଧାରଣଙ୍କୁ ଜଣାଇ ଦିଆଯାଉଅଛି କି, ଆପଣଙ୍କ C.C. bbox=[387, 1724, 732, 1736]
contact-row bbox=[26, 895, 187, 906]
date-line: ସମ୍ବଲପୁର, ତା ୬ । ୯ । ୨୦୧୫ ରିଖ, ରବିବାର bbox=[21, 10, 351, 31]
se-no: No.: 4603 (Estg.) bbox=[27, 1193, 121, 1204]
